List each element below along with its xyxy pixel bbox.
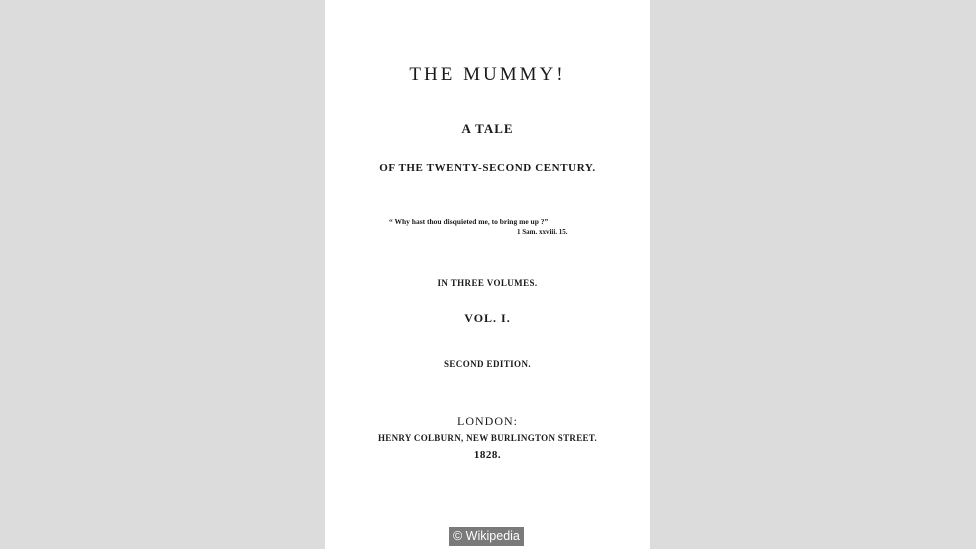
book-title: THE MUMMY! <box>409 64 566 85</box>
epigraph-reference: 1 Sam. xxviii. 15. <box>517 228 568 236</box>
publication-year: 1828. <box>473 449 502 461</box>
subtitle-line-2: OF THE TWENTY-SECOND CENTURY. <box>379 162 596 174</box>
publication-city: LONDON: <box>457 414 518 428</box>
volume-number: VOL. I. <box>464 311 511 325</box>
subtitle-line-1: A TALE <box>461 121 514 136</box>
volumes-note: IN THREE VOLUMES. <box>437 278 538 288</box>
publisher-line: HENRY COLBURN, NEW BURLINGTON STREET. <box>378 433 597 443</box>
book-title-page <box>325 0 650 549</box>
edition-note: SECOND EDITION. <box>443 359 532 369</box>
image-credit-badge: © Wikipedia <box>449 527 524 546</box>
epigraph-quote: “ Why hast thou disquieted me, to bring me up ?” <box>389 217 549 226</box>
